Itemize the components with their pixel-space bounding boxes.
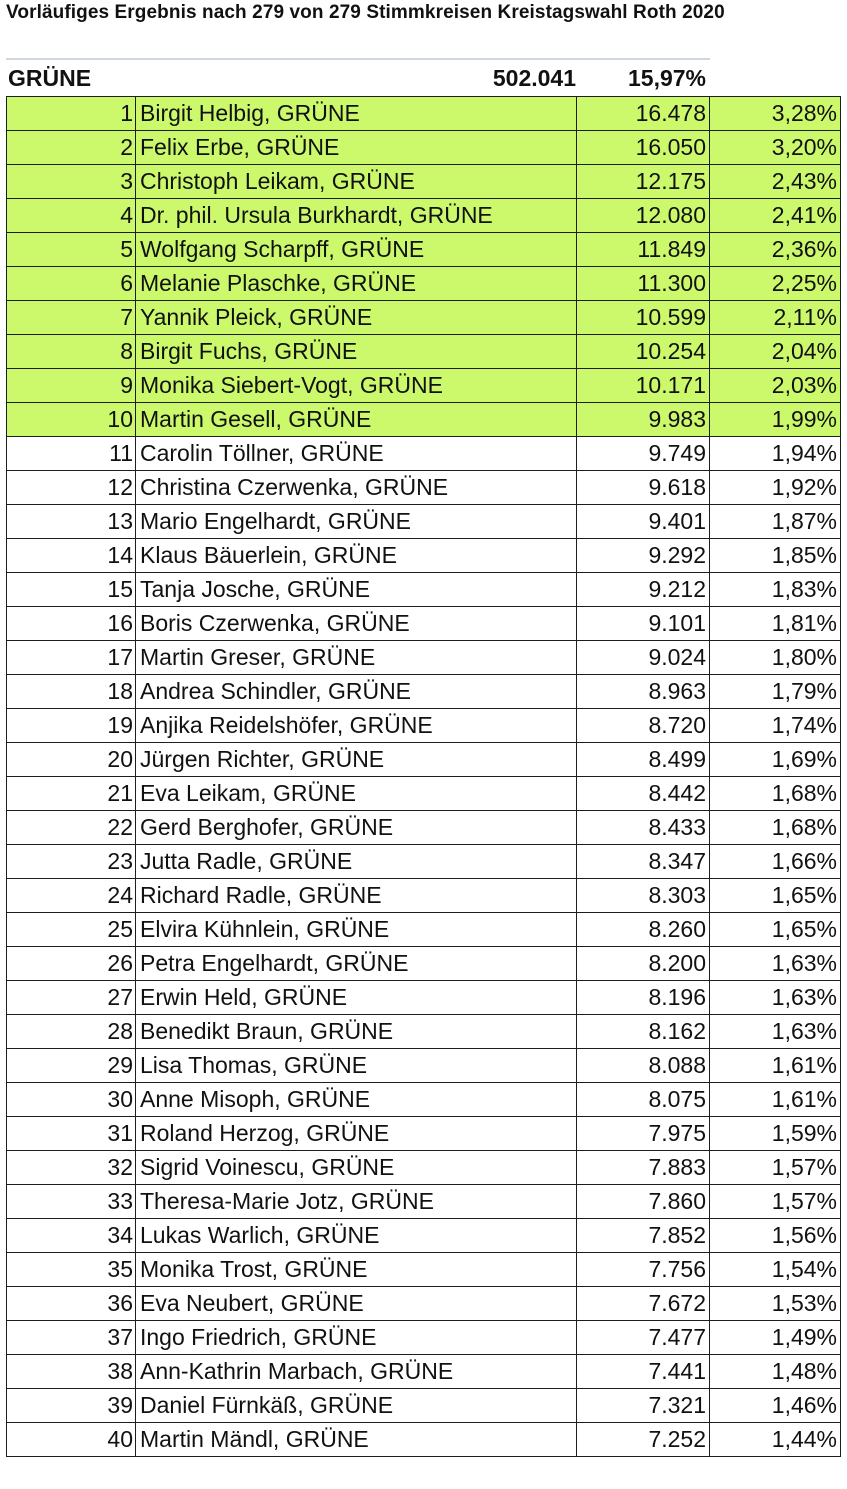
candidate-row	[7, 811, 841, 845]
candidate-rank: 22	[7, 811, 136, 845]
candidate-percent: 1,59%	[710, 1117, 841, 1151]
candidate-votes: 8.499	[577, 743, 710, 777]
candidate-rank: 31	[7, 1117, 136, 1151]
candidate-votes: 7.975	[577, 1117, 710, 1151]
candidate-row	[7, 1253, 841, 1287]
candidate-row	[7, 777, 841, 811]
candidate-rank: 26	[7, 947, 136, 981]
candidate-votes: 11.849	[577, 233, 710, 267]
candidate-votes: 9.749	[577, 437, 710, 471]
candidate-row	[7, 1015, 841, 1049]
candidate-row	[7, 403, 841, 437]
candidate-name: Anjika Reidelshöfer, GRÜNE	[136, 709, 577, 743]
candidate-rank: 35	[7, 1253, 136, 1287]
candidate-percent: 3,20%	[710, 131, 841, 165]
candidate-votes: 8.200	[577, 947, 710, 981]
candidate-name: Roland Herzog, GRÜNE	[136, 1117, 577, 1151]
candidate-row	[7, 947, 841, 981]
candidate-row	[7, 1219, 841, 1253]
candidate-rank: 11	[7, 437, 136, 471]
candidate-votes: 8.088	[577, 1049, 710, 1083]
candidate-row	[7, 1117, 841, 1151]
candidate-name: Dr. phil. Ursula Burkhardt, GRÜNE	[136, 199, 577, 233]
candidate-votes: 8.260	[577, 913, 710, 947]
candidate-votes: 7.883	[577, 1151, 710, 1185]
candidate-row	[7, 1355, 841, 1389]
candidate-rank: 29	[7, 1049, 136, 1083]
candidate-row	[7, 301, 841, 335]
candidate-row	[7, 981, 841, 1015]
candidate-row	[7, 845, 841, 879]
candidate-votes: 7.852	[577, 1219, 710, 1253]
party-summary-row	[6, 62, 840, 96]
candidate-name: Richard Radle, GRÜNE	[136, 879, 577, 913]
candidate-rank: 32	[7, 1151, 136, 1185]
candidate-votes: 7.672	[577, 1287, 710, 1321]
candidate-name: Eva Leikam, GRÜNE	[136, 777, 577, 811]
candidate-row	[7, 369, 841, 403]
candidate-rank: 33	[7, 1185, 136, 1219]
candidate-rank: 7	[7, 301, 136, 335]
candidate-rank: 38	[7, 1355, 136, 1389]
candidate-percent: 1,57%	[710, 1185, 841, 1219]
candidate-votes: 8.303	[577, 879, 710, 913]
candidate-rank: 24	[7, 879, 136, 913]
candidate-votes: 9.101	[577, 607, 710, 641]
candidate-row	[7, 1151, 841, 1185]
candidate-votes: 16.050	[577, 131, 710, 165]
candidate-name: Mario Engelhardt, GRÜNE	[136, 505, 577, 539]
candidate-votes: 7.477	[577, 1321, 710, 1355]
candidate-votes: 8.720	[577, 709, 710, 743]
candidate-percent: 1,48%	[710, 1355, 841, 1389]
candidate-name: Lisa Thomas, GRÜNE	[136, 1049, 577, 1083]
candidate-votes: 7.756	[577, 1253, 710, 1287]
candidate-row	[7, 1423, 841, 1457]
candidate-votes: 12.175	[577, 165, 710, 199]
candidate-row	[7, 573, 841, 607]
candidate-rank: 3	[7, 165, 136, 199]
candidate-name: Ann-Kathrin Marbach, GRÜNE	[136, 1355, 577, 1389]
candidate-percent: 1,63%	[710, 947, 841, 981]
candidate-votes: 9.292	[577, 539, 710, 573]
candidate-percent: 1,46%	[710, 1389, 841, 1423]
candidate-row	[7, 1185, 841, 1219]
candidate-name: Theresa-Marie Jotz, GRÜNE	[136, 1185, 577, 1219]
candidate-row	[7, 1389, 841, 1423]
candidate-rank: 40	[7, 1423, 136, 1457]
candidate-name: Lukas Warlich, GRÜNE	[136, 1219, 577, 1253]
candidate-percent: 1,99%	[710, 403, 841, 437]
candidate-votes: 10.599	[577, 301, 710, 335]
candidate-percent: 1,65%	[710, 879, 841, 913]
candidate-name: Anne Misoph, GRÜNE	[136, 1083, 577, 1117]
candidate-percent: 1,53%	[710, 1287, 841, 1321]
candidate-row	[7, 1321, 841, 1355]
candidate-votes: 8.442	[577, 777, 710, 811]
candidate-name: Birgit Helbig, GRÜNE	[136, 97, 577, 131]
candidate-votes: 11.300	[577, 267, 710, 301]
candidate-rank: 39	[7, 1389, 136, 1423]
candidate-name: Gerd Berghofer, GRÜNE	[136, 811, 577, 845]
candidate-percent: 1,80%	[710, 641, 841, 675]
candidate-percent: 1,68%	[710, 777, 841, 811]
candidate-name: Petra Engelhardt, GRÜNE	[136, 947, 577, 981]
candidate-percent: 1,63%	[710, 981, 841, 1015]
candidate-rank: 4	[7, 199, 136, 233]
candidate-percent: 2,41%	[710, 199, 841, 233]
candidate-votes: 10.171	[577, 369, 710, 403]
candidate-row	[7, 913, 841, 947]
candidate-name: Benedikt Braun, GRÜNE	[136, 1015, 577, 1049]
candidate-name: Eva Neubert, GRÜNE	[136, 1287, 577, 1321]
candidate-percent: 1,92%	[710, 471, 841, 505]
candidate-votes: 7.321	[577, 1389, 710, 1423]
candidate-percent: 1,81%	[710, 607, 841, 641]
candidate-votes: 9.024	[577, 641, 710, 675]
candidate-rank: 5	[7, 233, 136, 267]
candidate-rank: 36	[7, 1287, 136, 1321]
candidate-votes: 9.212	[577, 573, 710, 607]
candidate-name: Christoph Leikam, GRÜNE	[136, 165, 577, 199]
candidate-votes: 8.347	[577, 845, 710, 879]
candidate-percent: 2,25%	[710, 267, 841, 301]
candidate-percent: 1,69%	[710, 743, 841, 777]
candidate-percent: 3,28%	[710, 97, 841, 131]
candidate-votes: 8.162	[577, 1015, 710, 1049]
header-divider	[6, 58, 710, 60]
candidate-rank: 12	[7, 471, 136, 505]
candidate-votes: 8.963	[577, 675, 710, 709]
candidate-rank: 19	[7, 709, 136, 743]
candidate-votes: 16.478	[577, 97, 710, 131]
candidate-percent: 1,65%	[710, 913, 841, 947]
candidate-table-body	[7, 97, 841, 1457]
candidate-percent: 2,36%	[710, 233, 841, 267]
candidate-percent: 1,68%	[710, 811, 841, 845]
candidate-name: Ingo Friedrich, GRÜNE	[136, 1321, 577, 1355]
candidate-rank: 27	[7, 981, 136, 1015]
candidate-percent: 1,94%	[710, 437, 841, 471]
candidate-percent: 1,63%	[710, 1015, 841, 1049]
candidate-rank: 18	[7, 675, 136, 709]
candidate-row	[7, 539, 841, 573]
candidate-percent: 1,85%	[710, 539, 841, 573]
candidate-votes: 7.860	[577, 1185, 710, 1219]
candidate-percent: 1,87%	[710, 505, 841, 539]
candidate-table	[6, 96, 841, 1457]
candidate-name: Felix Erbe, GRÜNE	[136, 131, 577, 165]
candidate-rank: 8	[7, 335, 136, 369]
candidate-name: Melanie Plaschke, GRÜNE	[136, 267, 577, 301]
candidate-rank: 23	[7, 845, 136, 879]
candidate-row	[7, 1049, 841, 1083]
candidate-name: Yannik Pleick, GRÜNE	[136, 301, 577, 335]
candidate-name: Jutta Radle, GRÜNE	[136, 845, 577, 879]
candidate-percent: 1,49%	[710, 1321, 841, 1355]
candidate-votes: 10.254	[577, 335, 710, 369]
candidate-row	[7, 131, 841, 165]
candidate-name: Martin Mändl, GRÜNE	[136, 1423, 577, 1457]
candidate-votes: 8.433	[577, 811, 710, 845]
candidate-percent: 1,79%	[710, 675, 841, 709]
candidate-name: Elvira Kühnlein, GRÜNE	[136, 913, 577, 947]
candidate-name: Tanja Josche, GRÜNE	[136, 573, 577, 607]
candidate-row	[7, 267, 841, 301]
party-percent: 15,97%	[627, 65, 706, 91]
candidate-rank: 25	[7, 913, 136, 947]
candidate-name: Martin Greser, GRÜNE	[136, 641, 577, 675]
candidate-votes: 8.196	[577, 981, 710, 1015]
candidate-row	[7, 1083, 841, 1117]
candidate-votes: 9.401	[577, 505, 710, 539]
candidate-row	[7, 437, 841, 471]
candidate-name: Jürgen Richter, GRÜNE	[136, 743, 577, 777]
candidate-percent: 2,04%	[710, 335, 841, 369]
candidate-name: Erwin Held, GRÜNE	[136, 981, 577, 1015]
candidate-percent: 2,11%	[710, 301, 841, 335]
candidate-percent: 1,61%	[710, 1049, 841, 1083]
candidate-name: Wolfgang Scharpff, GRÜNE	[136, 233, 577, 267]
candidate-row	[7, 335, 841, 369]
candidate-percent: 1,54%	[710, 1253, 841, 1287]
candidate-votes: 9.983	[577, 403, 710, 437]
candidate-name: Carolin Töllner, GRÜNE	[136, 437, 577, 471]
candidate-name: Daniel Fürnkäß, GRÜNE	[136, 1389, 577, 1423]
candidate-votes: 7.441	[577, 1355, 710, 1389]
candidate-percent: 1,61%	[710, 1083, 841, 1117]
candidate-rank: 17	[7, 641, 136, 675]
candidate-rank: 21	[7, 777, 136, 811]
candidate-percent: 1,74%	[710, 709, 841, 743]
candidate-row	[7, 607, 841, 641]
candidate-name: Christina Czerwenka, GRÜNE	[136, 471, 577, 505]
candidate-votes: 8.075	[577, 1083, 710, 1117]
candidate-rank: 30	[7, 1083, 136, 1117]
candidate-rank: 15	[7, 573, 136, 607]
candidate-name: Monika Siebert-Vogt, GRÜNE	[136, 369, 577, 403]
candidate-rank: 13	[7, 505, 136, 539]
candidate-row	[7, 471, 841, 505]
candidate-rank: 1	[7, 97, 136, 131]
candidate-rank: 37	[7, 1321, 136, 1355]
candidate-percent: 1,44%	[710, 1423, 841, 1457]
candidate-row	[7, 675, 841, 709]
candidate-votes: 7.252	[577, 1423, 710, 1457]
candidate-row	[7, 743, 841, 777]
candidate-row	[7, 1287, 841, 1321]
candidate-rank: 34	[7, 1219, 136, 1253]
candidate-rank: 16	[7, 607, 136, 641]
page-title: Vorläufiges Ergebnis nach 279 von 279 Stimmkreisen Kreistagswahl Roth 2020	[6, 2, 725, 23]
candidate-percent: 2,43%	[710, 165, 841, 199]
candidate-row	[7, 641, 841, 675]
candidate-row	[7, 879, 841, 913]
candidate-name: Monika Trost, GRÜNE	[136, 1253, 577, 1287]
candidate-percent: 2,03%	[710, 369, 841, 403]
party-total-votes: 502.041	[492, 65, 576, 91]
candidate-rank: 14	[7, 539, 136, 573]
candidate-percent: 1,83%	[710, 573, 841, 607]
candidate-percent: 1,66%	[710, 845, 841, 879]
candidate-row	[7, 199, 841, 233]
candidate-row	[7, 97, 841, 131]
candidate-votes: 12.080	[577, 199, 710, 233]
candidate-rank: 10	[7, 403, 136, 437]
candidate-row	[7, 709, 841, 743]
candidate-name: Martin Gesell, GRÜNE	[136, 403, 577, 437]
candidate-rank: 6	[7, 267, 136, 301]
candidate-name: Klaus Bäuerlein, GRÜNE	[136, 539, 577, 573]
candidate-rank: 20	[7, 743, 136, 777]
candidate-name: Birgit Fuchs, GRÜNE	[136, 335, 577, 369]
candidate-name: Andrea Schindler, GRÜNE	[136, 675, 577, 709]
candidate-votes: 9.618	[577, 471, 710, 505]
candidate-percent: 1,57%	[710, 1151, 841, 1185]
candidate-row	[7, 165, 841, 199]
candidate-rank: 9	[7, 369, 136, 403]
candidate-name: Boris Czerwenka, GRÜNE	[136, 607, 577, 641]
candidate-rank: 28	[7, 1015, 136, 1049]
candidate-rank: 2	[7, 131, 136, 165]
candidate-name: Sigrid Voinescu, GRÜNE	[136, 1151, 577, 1185]
candidate-row	[7, 505, 841, 539]
candidate-row	[7, 233, 841, 267]
candidate-percent: 1,56%	[710, 1219, 841, 1253]
party-name: GRÜNE	[8, 65, 92, 91]
